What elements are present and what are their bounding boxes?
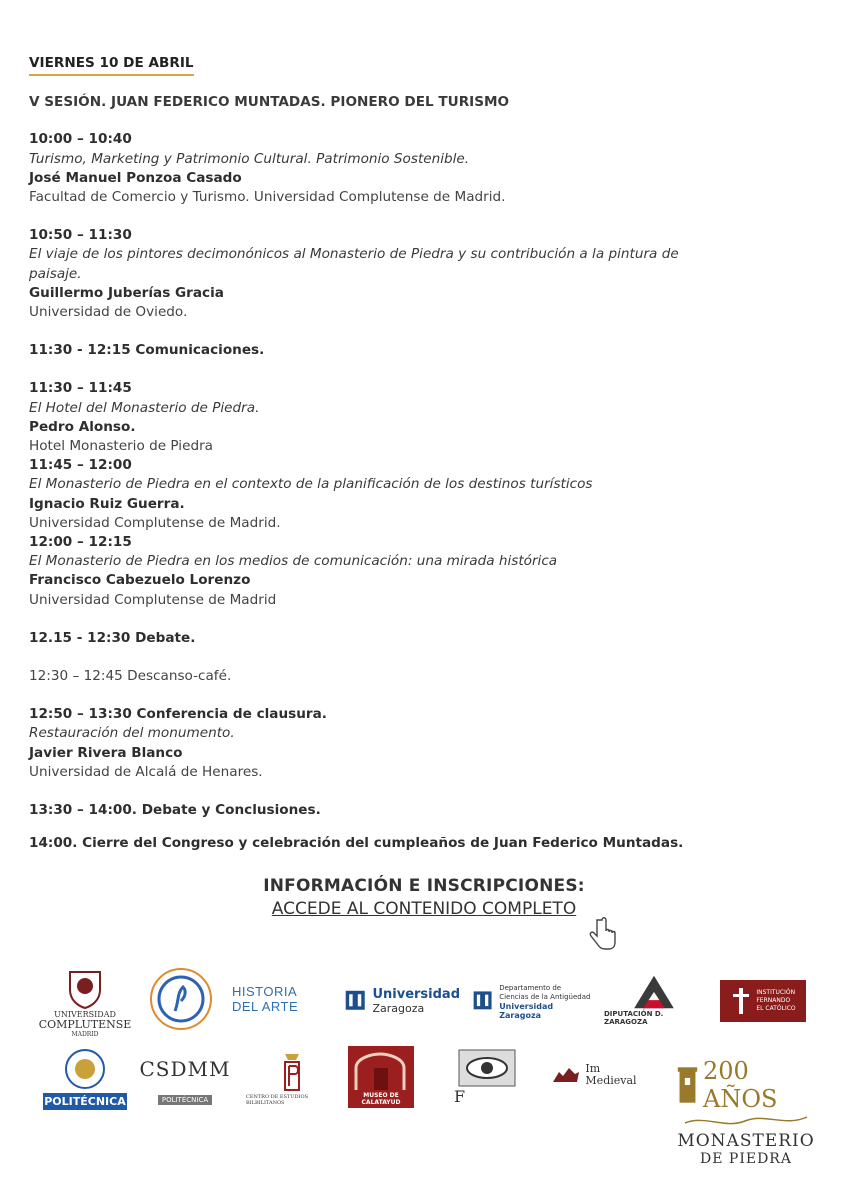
full-content-link[interactable]: ACCEDE AL CONTENIDO COMPLETO	[271, 899, 577, 919]
info-section	[0, 876, 848, 919]
program-item	[29, 533, 789, 610]
dpz-text: DIPUTACIÓN D. ZARAGOZA	[604, 1010, 664, 1026]
time-slot: 10:50 – 11:30	[29, 227, 132, 244]
info-title: INFORMACIÓN E INSCRIPCIONES:	[263, 876, 585, 896]
speaker-name: Francisco Cabezuelo Lorenzo	[29, 572, 251, 589]
time-slot: 12:00 – 12:15	[29, 534, 132, 551]
talk-title: El Monasterio de Piedra en el contexto de la planificación de los destinos turísticos	[29, 476, 593, 493]
upm-text: POLITÉCNICA	[44, 1094, 126, 1108]
ucm-crest-icon	[66, 968, 104, 1010]
dept-line1: Departamento de	[499, 984, 562, 992]
speaker-name: Guillermo Juberías Gracia	[29, 284, 224, 301]
speaker-affiliation: Universidad Complutense de Madrid.	[29, 514, 281, 531]
museo-calatayud-logo	[348, 1046, 414, 1108]
anos-text: 200 AÑOS	[702, 1057, 778, 1113]
signature-flourish-icon	[681, 1113, 811, 1127]
museo-building-icon	[352, 1052, 410, 1092]
time-slot: 10:00 – 10:40	[29, 131, 132, 148]
dpz-triangle-icon	[630, 974, 678, 1010]
speaker-name: Javier Rivera Blanco	[29, 744, 183, 761]
dept-line2: Ciencias de la Antigüedad	[499, 993, 591, 1001]
talk-title: El Monasterio de Piedra en los medios de comunicación: una mirada histórica	[29, 553, 558, 570]
speaker-affiliation: Universidad Complutense de Madrid	[29, 591, 277, 608]
historia-arte-text: HISTORIA DEL ARTE	[232, 984, 299, 1014]
program-item	[29, 226, 789, 322]
time-slot: 11:30 – 11:45	[29, 380, 132, 397]
museo-line1: MUSEO DE	[363, 1092, 399, 1099]
speaker-affiliation: Universidad de Oviedo.	[29, 304, 188, 321]
section-heading: 12.15 - 12:30 Debate.	[29, 629, 196, 646]
association-seal-logo	[148, 966, 214, 1032]
griffin-icon	[551, 1064, 581, 1086]
ceb-logo	[246, 1046, 338, 1108]
speaker-name: José Manuel Ponzoa Casado	[29, 169, 242, 186]
dept-line3: Universidad Zaragoza	[499, 1002, 554, 1020]
speaker-name: Pedro Alonso.	[29, 418, 136, 435]
ifc-emblem-icon	[730, 986, 752, 1016]
unizar-crest-icon	[344, 987, 366, 1017]
medieval-line2: Medieval	[585, 1074, 637, 1087]
session-title: V SESIÓN. JUAN FEDERICO MUNTADAS. PIONERO DEL TURISMO	[29, 94, 510, 111]
program-document	[29, 54, 789, 854]
program-item	[29, 130, 789, 207]
monasterio-line2: DE PIEDRA	[700, 1151, 792, 1167]
section-heading: 13:30 – 14:00. Debate y Conclusiones.	[29, 802, 321, 819]
ifc-logo	[720, 980, 806, 1022]
csdmm-text: CSDMM	[139, 1057, 231, 1081]
ifc-line3: EL CATÓLICO	[756, 1005, 796, 1012]
program-item	[29, 456, 789, 533]
ceb-text: CENTRO DE ESTUDIOS BILBILITANOS	[246, 1094, 309, 1106]
day-heading: VIERNES 10 DE ABRIL	[29, 54, 194, 76]
talk-title: Turismo, Marketing y Patrimonio Cultural. Patrimonio Sostenible.	[29, 150, 470, 167]
ucm-line1: UNIVERSIDAD	[54, 1010, 116, 1019]
speaker-name: Ignacio Ruiz Guerra.	[29, 495, 185, 512]
section-heading: 11:30 - 12:15 Comunicaciones.	[29, 342, 265, 359]
ifc-line2: FERNANDO	[756, 997, 791, 1004]
talk-title-continued: paisaje.	[29, 265, 82, 282]
dept-antiguedad-logo	[472, 982, 594, 1022]
unizar-logo	[344, 984, 460, 1020]
talk-title: El Hotel del Monasterio de Piedra.	[29, 399, 260, 416]
speaker-affiliation: Facultad de Comercio y Turismo. Universidad Complutense de Madrid.	[29, 189, 506, 206]
ucm-line2: COMPLUTENSE	[38, 1018, 132, 1031]
ucm-line3: MADRID	[71, 1031, 99, 1038]
time-slot: 11:45 – 12:00	[29, 457, 132, 474]
program-item	[29, 705, 789, 782]
speaker-affiliation: Universidad de Alcalá de Henares.	[29, 763, 263, 780]
ucm-logo	[40, 964, 130, 1044]
speaker-affiliation: Hotel Monasterio de Piedra	[29, 438, 214, 455]
upm-logo	[42, 1044, 128, 1112]
medieval-line1: Im	[585, 1062, 601, 1075]
talk-title: El viaje de los pintores decimonónicos al Monasterio de Piedra y su contribución a la pintura de	[29, 246, 679, 263]
talk-title: Restauración del monumento.	[29, 725, 235, 742]
eye-engraving-icon	[458, 1049, 516, 1087]
im-medieval-logo	[548, 1060, 640, 1090]
ceb-emblem-icon	[277, 1048, 307, 1094]
unizar-line1: Universidad	[372, 987, 460, 1002]
time-slot: 12:50 – 13:30 Conferencia de clausura.	[29, 706, 327, 723]
program-item	[29, 379, 789, 456]
pointer-hand-icon	[588, 916, 618, 956]
csdmm-logo	[140, 1056, 230, 1106]
dpz-logo	[604, 974, 704, 1026]
break-item: 12:30 – 12:45 Descanso-café.	[29, 668, 232, 685]
monasterio-200-logo	[676, 1048, 816, 1176]
ifc-line1: INSTITUCIÓN	[756, 989, 796, 996]
unizar-line2: Zaragoza	[372, 1002, 425, 1015]
historia-arte-logo	[232, 986, 326, 1012]
dept-crest-icon	[472, 987, 493, 1017]
monasterio-line1: MONASTERIO	[677, 1131, 815, 1151]
museo-line2: CALATAYUD	[361, 1099, 401, 1106]
fundacion-eye-logo: F	[454, 1046, 520, 1108]
section-heading: 14:00. Cierre del Congreso y celebración del cumpleaños de Juan Federico Muntadas.	[29, 835, 684, 852]
upm-crest-icon	[65, 1047, 105, 1091]
csdmm-subtext: POLITÉCNICA	[158, 1095, 212, 1105]
tower-icon	[676, 1063, 699, 1107]
